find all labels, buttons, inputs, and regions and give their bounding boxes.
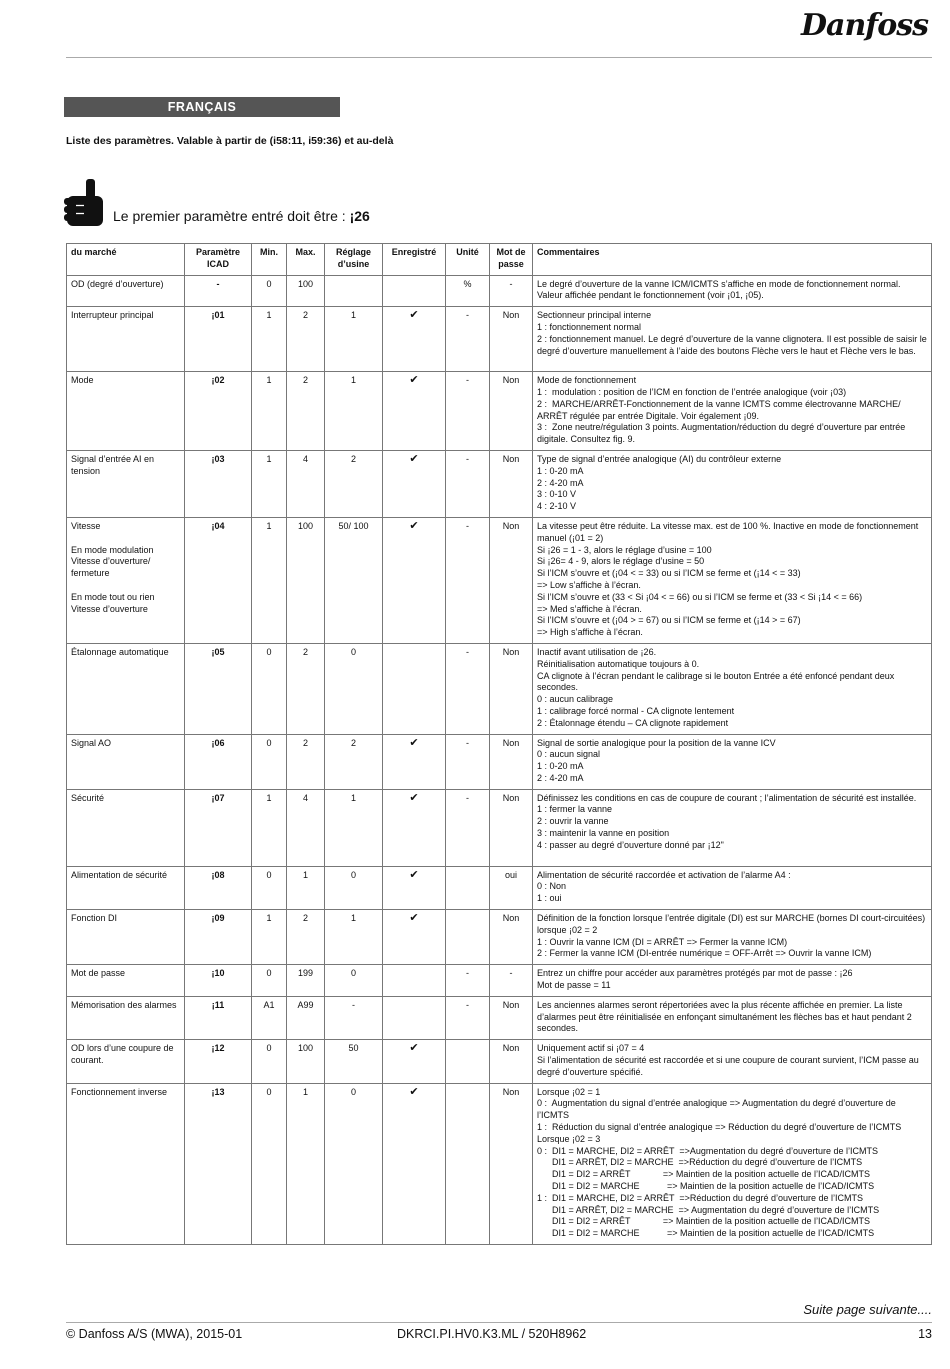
comment-line: Si l’ICM s’ouvre et (33 < Si ¡04 < = 66) ou si l’ICM se ferme et (33 < Si ¡14 < = 66) <box>537 591 863 602</box>
comment-line: Inactif avant utilisation de ¡26. <box>537 646 657 657</box>
cell-comments <box>533 866 932 909</box>
comment-line: Mode de fonctionnement <box>537 375 637 386</box>
market-line <box>71 533 180 545</box>
header-market: du marché <box>67 244 185 276</box>
cell-unit: - <box>446 996 490 1039</box>
comment-line: 2 : 4-20 mA <box>537 477 584 488</box>
comment-line: Signal de sortie analogique pour la position de la vanne ICV <box>537 737 776 748</box>
cell-password: Non <box>490 372 533 451</box>
cell-min: 1 <box>252 372 287 451</box>
table-row <box>67 1083 932 1244</box>
table-header-row <box>67 244 932 276</box>
table-row <box>67 450 932 517</box>
cell-min: 0 <box>252 643 287 734</box>
cell-max: 100 <box>287 1040 325 1083</box>
cell-param: ¡05 <box>185 643 252 734</box>
comment-line: Les anciennes alarmes seront répertoriées avec la plus récente affichée en premier. La liste d’alarmes peut être réinitialisée en enfonçant simultanément les flèches bas et haut pendant 2 secondes. <box>537 999 915 1034</box>
cell-min: 0 <box>252 1040 287 1083</box>
comment-line: 1 : calibrage forcé normal - CA clignote lentement <box>537 705 735 716</box>
first-parameter-text: Le premier paramètre entré doit être : <box>113 208 350 224</box>
checkmark-icon <box>383 996 446 1039</box>
checkmark-icon <box>383 643 446 734</box>
cell-max: 2 <box>287 307 325 372</box>
cell-comments <box>533 517 932 643</box>
comment-line: DI1 = ARRÊT, DI2 = MARCHE => Augmentation du degré d’ouverture de l’ICMTS <box>537 1204 880 1215</box>
checkmark-icon: ✔ <box>383 1040 446 1083</box>
checkmark-icon: ✔ <box>383 734 446 789</box>
comment-line: La vitesse peut être réduite. La vitesse max. est de 100 %. Inactive en mode de fonctionnement manuel (¡01 = 2) <box>537 520 921 543</box>
document-code: DKRCI.PI.HV0.K3.ML / 520H8962 <box>397 1327 587 1341</box>
cell-factory: 0 <box>325 1083 383 1244</box>
checkmark-icon <box>383 275 446 307</box>
cell-param: ¡04 <box>185 517 252 643</box>
checkmark-icon: ✔ <box>383 372 446 451</box>
checkmark-icon: ✔ <box>383 1083 446 1244</box>
cell-comments <box>533 643 932 734</box>
cell-password: Non <box>490 307 533 372</box>
cell-password: - <box>490 965 533 997</box>
cell-max: 100 <box>287 517 325 643</box>
cell-factory: 1 <box>325 372 383 451</box>
market-line: Vitesse <box>71 520 101 531</box>
cell-comments <box>533 789 932 866</box>
cell-min: 0 <box>252 866 287 909</box>
market-line: Mot de passe <box>71 968 126 979</box>
table-row <box>67 372 932 451</box>
comment-line: => Low s’affiche à l’écran. <box>537 579 641 590</box>
cell-password: Non <box>490 789 533 866</box>
cell-market <box>67 1083 185 1244</box>
comment-line: 2 : Fermer la vanne ICM (DI-entrée numérique = OFF-Arrêt => Ouvrir la vanne ICM) <box>537 948 872 959</box>
comment-line: 1 : modulation : position de l’ICM en fonction de l’entrée analogique (voir ¡03) <box>537 386 847 397</box>
comment-line: DI1 = DI2 = ARRÊT => Maintien de la position actuelle de l’ICAD/ICMTS <box>537 1169 870 1180</box>
comment-line: 1 : 0-20 mA <box>537 761 584 772</box>
cell-param: ¡01 <box>185 307 252 372</box>
comment-line: DI1 = DI2 = MARCHE => Maintien de la position actuelle de l’ICAD/ICMTS <box>537 1228 875 1239</box>
cell-factory <box>325 275 383 307</box>
table-row <box>67 996 932 1039</box>
market-line: Alimentation de sécurité <box>71 869 168 880</box>
cell-unit: - <box>446 450 490 517</box>
comment-line: Type de signal d’entrée analogique (AI) du contrôleur externe <box>537 453 782 464</box>
header-min: Min. <box>252 244 287 276</box>
comment-line: 2 : MARCHE/ARRÊT-Fonctionnement de la vanne ICMTS comme électrovanne MARCHE/ ARRÊT régulée par entrée Digitale. Voir également ¡09. <box>537 398 903 421</box>
comment-line: => High s’affiche à l’écran. <box>537 627 643 638</box>
cell-min: 0 <box>252 275 287 307</box>
cell-factory: 0 <box>325 643 383 734</box>
comment-line: => Med s’affiche à l’écran. <box>537 603 642 614</box>
cell-comments <box>533 307 932 372</box>
cell-market <box>67 789 185 866</box>
comment-line: Si ¡26= 4 - 9, alors le réglage d’usine = 50 <box>537 556 705 567</box>
market-line: Sécurité <box>71 792 105 803</box>
cell-max: 2 <box>287 734 325 789</box>
cell-market <box>67 734 185 789</box>
continued-note: Suite page suivante.... <box>803 1302 932 1317</box>
checkmark-icon: ✔ <box>383 450 446 517</box>
comment-line: 1 : fermer la vanne <box>537 804 613 815</box>
header-password: Mot de passe <box>490 244 533 276</box>
cell-market <box>67 965 185 997</box>
comment-line: Sectionneur principal interne <box>537 310 652 321</box>
cell-comments <box>533 910 932 965</box>
market-line <box>71 580 180 592</box>
cell-param: - <box>185 275 252 307</box>
cell-market <box>67 275 185 307</box>
comment-line: Entrez un chiffre pour accéder aux paramètres protégés par mot de passe : ¡26 <box>537 968 853 979</box>
comment-line: 2 : ouvrir la vanne <box>537 816 609 827</box>
cell-min: 0 <box>252 734 287 789</box>
cell-password: Non <box>490 1040 533 1083</box>
cell-factory: 2 <box>325 734 383 789</box>
cell-unit: - <box>446 517 490 643</box>
cell-market <box>67 996 185 1039</box>
market-line: Interrupteur principal <box>71 310 154 321</box>
comment-line: 0 : aucun calibrage <box>537 694 614 705</box>
cell-param: ¡03 <box>185 450 252 517</box>
comment-line: CA clignote à l’écran pendant le calibrage si le bouton Entrée a été enfoncé pendant deux secondes. <box>537 670 897 693</box>
table-row <box>67 275 932 307</box>
cell-param: ¡08 <box>185 866 252 909</box>
cell-max: 100 <box>287 275 325 307</box>
comment-line: 2 : fonctionnement manuel. Le degré d’ouverture de la vanne clignotera. Il est possible de saisir le degré d’ouverture manuellement à l’aide des boutons Flèche vers le haut et Flèche vers le bas. <box>537 333 930 356</box>
parameter-table <box>66 243 932 1245</box>
cell-unit <box>446 1083 490 1244</box>
comment-line: Réinitialisation automatique toujours à 0. <box>537 658 700 669</box>
header-max: Max. <box>287 244 325 276</box>
cell-unit: - <box>446 965 490 997</box>
header-saved: Enregistré <box>383 244 446 276</box>
comment-line: DI1 = DI2 = MARCHE => Maintien de la position actuelle de l’ICAD/ICMTS <box>537 1181 875 1192</box>
cell-param: ¡09 <box>185 910 252 965</box>
comment-line: Définissez les conditions en cas de coupure de courant ; l’alimentation de sécurité est installée. <box>537 792 917 803</box>
cell-max: 4 <box>287 789 325 866</box>
market-line: Signal d’entrée AI en tension <box>71 453 155 476</box>
cell-max: A99 <box>287 996 325 1039</box>
checkmark-icon: ✔ <box>383 517 446 643</box>
cell-unit: - <box>446 643 490 734</box>
cell-password: Non <box>490 450 533 517</box>
cell-comments <box>533 965 932 997</box>
comment-line: Si l’ICM s’ouvre et (¡04 > = 67) ou si l’ICM se ferme et (¡14 > = 67) <box>537 615 801 626</box>
cell-param: ¡10 <box>185 965 252 997</box>
comment-line: 3 : maintenir la vanne en position <box>537 828 670 839</box>
cell-min: 0 <box>252 1083 287 1244</box>
cell-market <box>67 450 185 517</box>
market-line: Vitesse d’ouverture/ fermeture <box>71 556 151 579</box>
comment-line: 0 : Augmentation du signal d’entrée analogique => Augmentation du degré d’ouverture de l’ICMTS <box>537 1098 899 1121</box>
cell-max: 199 <box>287 965 325 997</box>
danfoss-logo: Danfoss <box>801 8 928 43</box>
header-unit: Unité <box>446 244 490 276</box>
cell-max: 4 <box>287 450 325 517</box>
comment-line: DI1 = ARRÊT, DI2 = MARCHE =>Réduction du degré d’ouverture de l’ICMTS <box>537 1157 863 1168</box>
table-row <box>67 789 932 866</box>
checkmark-icon <box>383 965 446 997</box>
footer-rule <box>66 1322 932 1323</box>
first-parameter-note <box>113 208 370 224</box>
cell-market <box>67 1040 185 1083</box>
comment-line: 1 : DI1 = MARCHE, DI2 = ARRÊT =>Réduction du degré d’ouverture de l’ICMTS <box>537 1192 863 1203</box>
cell-param: ¡06 <box>185 734 252 789</box>
cell-unit: - <box>446 307 490 372</box>
comment-line: Définition de la fonction lorsque l’entrée digitale (DI) est sur MARCHE (bornes DI court-circuitées) lorsque ¡02 = 2 <box>537 913 928 935</box>
cell-factory: 1 <box>325 910 383 965</box>
market-line: Fonction DI <box>71 913 118 924</box>
comment-line: Si ¡26 = 1 - 3, alors le réglage d’usine = 100 <box>537 544 712 555</box>
comment-line: 0 : aucun signal <box>537 749 601 760</box>
cell-max: 1 <box>287 866 325 909</box>
cell-comments <box>533 372 932 451</box>
comment-line: Alimentation de sécurité raccordée et activation de l’alarme A4 : <box>537 869 791 880</box>
cell-password: Non <box>490 734 533 789</box>
cell-comments <box>533 450 932 517</box>
header-factory: Réglage d’usine <box>325 244 383 276</box>
cell-factory: 50/ 100 <box>325 517 383 643</box>
market-line: Signal AO <box>71 737 112 748</box>
cell-comments <box>533 1040 932 1083</box>
comment-line: Lorsque ¡02 = 1 <box>537 1086 601 1097</box>
market-line: OD lors d’une coupure de courant. <box>71 1043 174 1066</box>
comment-line: Uniquement actif si ¡07 = 4 <box>537 1043 645 1054</box>
cell-market <box>67 307 185 372</box>
checkmark-icon: ✔ <box>383 789 446 866</box>
cell-password: Non <box>490 517 533 643</box>
page-subtitle: Liste des paramètres. Valable à partir de (i58:11, i59:36) et au-delà <box>66 135 394 147</box>
cell-max: 2 <box>287 643 325 734</box>
comment-line: DI1 = DI2 = ARRÊT => Maintien de la position actuelle de l’ICAD/ICMTS <box>537 1216 870 1227</box>
cell-unit: % <box>446 275 490 307</box>
cell-password: Non <box>490 996 533 1039</box>
cell-market <box>67 643 185 734</box>
cell-min: 0 <box>252 965 287 997</box>
cell-unit: - <box>446 372 490 451</box>
cell-comments <box>533 1083 932 1244</box>
cell-min: 1 <box>252 789 287 866</box>
cell-param: ¡13 <box>185 1083 252 1244</box>
comment-line: 3 : 0-10 V <box>537 489 577 500</box>
cell-factory: 50 <box>325 1040 383 1083</box>
comment-line: Si l’alimentation de sécurité est raccordée et si une coupure de courant survient, l’ICM passe au degré d’ouverture spécifié. <box>537 1055 922 1077</box>
copyright: © Danfoss A/S (MWA), 2015-01 <box>66 1327 243 1341</box>
market-line: OD (degré d’ouverture) <box>71 278 164 289</box>
comment-line: 4 : 2-10 V <box>537 501 577 512</box>
cell-param: ¡11 <box>185 996 252 1039</box>
cell-factory: 1 <box>325 789 383 866</box>
cell-password: - <box>490 275 533 307</box>
table-row <box>67 910 932 965</box>
cell-market <box>67 866 185 909</box>
cell-comments <box>533 275 932 307</box>
comment-line: Le degré d’ouverture de la vanne ICM/ICMTS s’affiche en mode de fonctionnement normal. Valeur affichée pendant le fonctionnement (voir ¡01, ¡05). <box>537 278 904 301</box>
market-line: En mode tout ou rien <box>71 591 155 602</box>
cell-param: ¡07 <box>185 789 252 866</box>
cell-unit: - <box>446 789 490 866</box>
header-rule <box>66 57 932 58</box>
comment-line: Mot de passe = 11 <box>537 980 611 991</box>
market-line: En mode modulation <box>71 544 154 555</box>
comment-line: 4 : passer au degré d’ouverture donné par ¡12" <box>537 839 724 850</box>
cell-unit <box>446 910 490 965</box>
table-row <box>67 307 932 372</box>
cell-password: Non <box>490 1083 533 1244</box>
cell-min: 1 <box>252 450 287 517</box>
checkmark-icon: ✔ <box>383 866 446 909</box>
header-comments: Commentaires <box>533 244 932 276</box>
comment-line: 1 : Ouvrir la vanne ICM (DI = ARRÊT => Fermer la vanne ICM) <box>537 936 788 947</box>
cell-min: A1 <box>252 996 287 1039</box>
table-row <box>67 965 932 997</box>
cell-unit <box>446 866 490 909</box>
cell-max: 2 <box>287 372 325 451</box>
cell-factory: 0 <box>325 965 383 997</box>
cell-max: 1 <box>287 1083 325 1244</box>
cell-market <box>67 372 185 451</box>
cell-password: Non <box>490 910 533 965</box>
cell-factory: 2 <box>325 450 383 517</box>
cell-comments <box>533 996 932 1039</box>
cell-password: Non <box>490 643 533 734</box>
cell-param: ¡02 <box>185 372 252 451</box>
table-row <box>67 1040 932 1083</box>
cell-max: 2 <box>287 910 325 965</box>
cell-market <box>67 517 185 643</box>
comment-line: 1 : 0-20 mA <box>537 465 584 476</box>
comment-line: Si l’ICM s’ouvre et (¡04 < = 33) ou si l’ICM se ferme et (¡14 < = 33) <box>537 568 801 579</box>
cell-min: 1 <box>252 910 287 965</box>
cell-market <box>67 910 185 965</box>
cell-unit <box>446 1040 490 1083</box>
cell-unit: - <box>446 734 490 789</box>
market-line: Vitesse d’ouverture <box>71 603 148 614</box>
comment-line: 2 : Étalonnage étendu – CA clignote rapidement <box>537 717 729 728</box>
market-line: Étalonnage automatique <box>71 646 169 657</box>
comment-line: 2 : 4-20 mA <box>537 772 584 783</box>
page-number: 13 <box>918 1327 932 1341</box>
comment-line: 1 : Réduction du signal d’entrée analogique => Réduction du degré d’ouverture de l’ICMTS <box>537 1122 902 1133</box>
table-row <box>67 734 932 789</box>
table-row <box>67 517 932 643</box>
comment-line: 1 : fonctionnement normal <box>537 321 642 332</box>
cell-password: oui <box>490 866 533 909</box>
market-line: Mémorisation des alarmes <box>71 999 177 1010</box>
table-row <box>67 643 932 734</box>
checkmark-icon: ✔ <box>383 307 446 372</box>
cell-factory: 1 <box>325 307 383 372</box>
cell-param: ¡12 <box>185 1040 252 1083</box>
first-parameter-code: ¡26 <box>349 208 370 224</box>
comment-line: 1 : oui <box>537 893 562 904</box>
checkmark-icon: ✔ <box>383 910 446 965</box>
comment-line: 0 : Non <box>537 881 567 892</box>
comment-line: Lorsque ¡02 = 3 <box>537 1133 601 1144</box>
cell-min: 1 <box>252 307 287 372</box>
cell-factory: 0 <box>325 866 383 909</box>
cell-factory: - <box>325 996 383 1039</box>
header-param: Paramètre ICAD <box>185 244 252 276</box>
comment-line: 3 : Zone neutre/régulation 3 points. Augmentation/réduction du degré d’ouverture par entrée digitale. Consultez fig. 9. <box>537 422 908 445</box>
table-row <box>67 866 932 909</box>
cell-min: 1 <box>252 517 287 643</box>
cell-comments <box>533 734 932 789</box>
comment-line: 0 : DI1 = MARCHE, DI2 = ARRÊT =>Augmentation du degré d’ouverture de l’ICMTS <box>537 1145 878 1156</box>
market-line: Mode <box>71 375 94 386</box>
market-line: Fonctionnement inverse <box>71 1086 168 1097</box>
section-title: FRANÇAIS <box>64 97 340 117</box>
pointing-hand-icon <box>64 178 108 228</box>
